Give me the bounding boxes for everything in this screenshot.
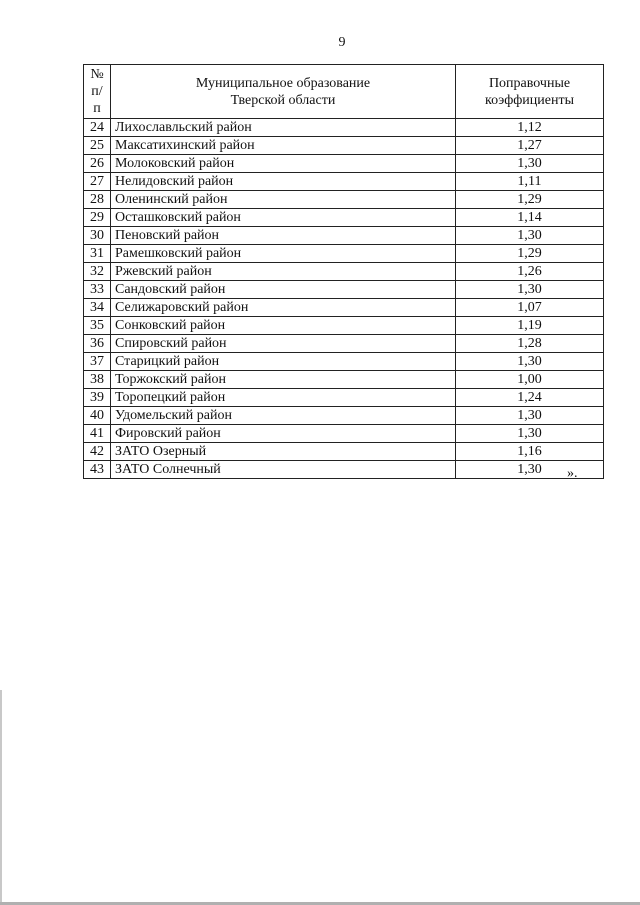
correction-coefficient: 1,30 <box>456 407 604 425</box>
correction-coefficient: 1,19 <box>456 317 604 335</box>
correction-coefficient: 1,30 <box>456 281 604 299</box>
table-row <box>84 173 604 191</box>
municipality-name: Пеновский район <box>111 227 456 245</box>
page-number: 9 <box>338 35 346 50</box>
header-municipality-line1: Муниципальное образование <box>195 75 371 91</box>
municipality-name: Рамешковский район <box>111 245 456 263</box>
row-number: 26 <box>84 155 111 173</box>
table-row <box>84 155 604 173</box>
table-row <box>84 299 604 317</box>
row-number: 41 <box>84 425 111 443</box>
correction-coefficient: 1,16 <box>456 443 604 461</box>
municipality-name: Лихославльский район <box>111 119 456 137</box>
table-header-row <box>84 65 604 119</box>
table-row <box>84 407 604 425</box>
correction-coefficient: 1,14 <box>456 209 604 227</box>
row-number: 36 <box>84 335 111 353</box>
correction-coefficient: 1,29 <box>456 191 604 209</box>
municipality-name: ЗАТО Солнечный <box>111 461 456 479</box>
row-number: 30 <box>84 227 111 245</box>
table-body <box>84 119 604 479</box>
row-number: 27 <box>84 173 111 191</box>
table-row <box>84 209 604 227</box>
table-row <box>84 389 604 407</box>
municipality-name: Фировский район <box>111 425 456 443</box>
correction-coefficient: 1,30 <box>456 353 604 371</box>
header-coefficient-line1: Поправочные <box>488 75 571 91</box>
row-number: 34 <box>84 299 111 317</box>
municipality-name: Оленинский район <box>111 191 456 209</box>
municipality-name: Торжокский район <box>111 371 456 389</box>
table-row <box>84 119 604 137</box>
row-number: 37 <box>84 353 111 371</box>
correction-coefficient: 1,00 <box>456 371 604 389</box>
correction-coefficient: 1,30 <box>456 461 604 479</box>
municipality-name: Ржевский район <box>111 263 456 281</box>
correction-coefficient: 1,11 <box>456 173 604 191</box>
table-row <box>84 263 604 281</box>
table-row <box>84 317 604 335</box>
row-number: 33 <box>84 281 111 299</box>
header-municipality-line2: Тверской области <box>230 92 336 108</box>
row-number: 42 <box>84 443 111 461</box>
row-number: 29 <box>84 209 111 227</box>
table-row <box>84 245 604 263</box>
table-row <box>84 371 604 389</box>
header-coefficient <box>456 65 604 119</box>
table-row <box>84 461 604 479</box>
table-row <box>84 353 604 371</box>
table-row <box>84 281 604 299</box>
row-number: 43 <box>84 461 111 479</box>
row-number: 38 <box>84 371 111 389</box>
row-number: 31 <box>84 245 111 263</box>
row-number: 40 <box>84 407 111 425</box>
table-row <box>84 443 604 461</box>
row-number: 28 <box>84 191 111 209</box>
correction-coefficient: 1,30 <box>456 227 604 245</box>
municipality-name: Осташковский район <box>111 209 456 227</box>
header-number <box>84 65 111 119</box>
correction-coefficient: 1,30 <box>456 155 604 173</box>
municipality-name: Торопецкий район <box>111 389 456 407</box>
municipality-name: Сандовский район <box>111 281 456 299</box>
correction-coefficient: 1,28 <box>456 335 604 353</box>
closing-quote-mark: ». <box>567 466 578 481</box>
municipality-name: Сонковский район <box>111 317 456 335</box>
table-row <box>84 425 604 443</box>
row-number: 25 <box>84 137 111 155</box>
table-row <box>84 137 604 155</box>
correction-coefficient: 1,07 <box>456 299 604 317</box>
municipality-name: Спировский район <box>111 335 456 353</box>
municipality-name: Молоковский район <box>111 155 456 173</box>
row-number: 32 <box>84 263 111 281</box>
correction-coefficient: 1,30 <box>456 425 604 443</box>
municipality-name: Максатихинский район <box>111 137 456 155</box>
table-row <box>84 191 604 209</box>
header-number-line1: № <box>90 67 104 82</box>
municipality-name: Удомельский район <box>111 407 456 425</box>
municipality-name: Селижаровский район <box>111 299 456 317</box>
correction-coefficient: 1,24 <box>456 389 604 407</box>
header-municipality <box>111 65 456 119</box>
table-row <box>84 227 604 245</box>
scan-edge-line <box>0 690 2 905</box>
municipality-name: Старицкий район <box>111 353 456 371</box>
row-number: 24 <box>84 119 111 137</box>
table-row <box>84 335 604 353</box>
header-coefficient-line2: коэффициенты <box>485 92 574 108</box>
row-number: 35 <box>84 317 111 335</box>
correction-coefficient: 1,26 <box>456 263 604 281</box>
municipality-name: ЗАТО Озерный <box>111 443 456 461</box>
table-header <box>84 65 604 119</box>
municipality-name: Нелидовский район <box>111 173 456 191</box>
header-number-line2: п/п <box>91 84 103 116</box>
correction-coefficient: 1,12 <box>456 119 604 137</box>
correction-coefficient: 1,27 <box>456 137 604 155</box>
coefficients-table <box>83 64 604 479</box>
row-number: 39 <box>84 389 111 407</box>
correction-coefficient: 1,29 <box>456 245 604 263</box>
